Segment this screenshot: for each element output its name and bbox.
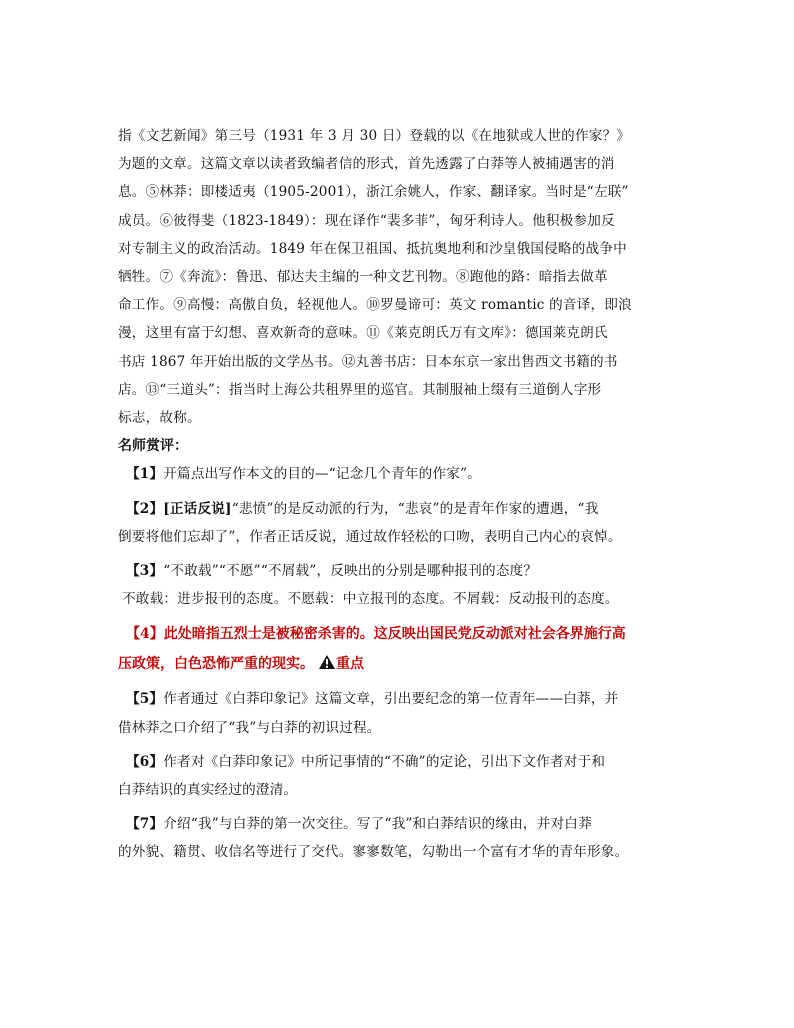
note-line: 书店 1867 年开始出版的文学丛书。⑫丸善书店：日本东京一家出售西文书籍的书: [118, 353, 618, 370]
item-tag: 【4】: [126, 626, 164, 643]
note-line: 命工作。⑨高慢：高傲自负，轻视他人。⑩罗曼谛可：英文 romantic 的音译，即浪: [118, 297, 632, 314]
note-line: 标志，故称。: [118, 410, 201, 427]
item-tag: 【5】: [126, 691, 164, 708]
document-page: [118, 122, 684, 867]
commentary-item-3: [118, 557, 684, 613]
commentary-item-1: [118, 460, 684, 488]
item-text: 压政策，白色恐怖严重的现实。: [118, 656, 314, 673]
item-tag: 【7】: [126, 816, 164, 833]
annotation-notes: [118, 122, 684, 432]
note-line: 牺牲。⑦《奔流》：鲁迅、郁达夫主编的一种文艺刊物。⑧跑他的路：暗指去做革: [118, 269, 608, 286]
item-tag: 【1】: [126, 466, 164, 483]
item-tag: 【3】: [126, 563, 164, 580]
item-text: 白莽结识的真实经过的澄清。: [118, 782, 298, 799]
commentary-item-7: [118, 810, 684, 866]
commentary-item-5: [118, 685, 684, 741]
note-line: 店。⑬“三道头”：指当时上海公共租界里的巡官。其制服袖上缀有三道倒人字形: [118, 381, 602, 398]
warning-triangle-icon: [318, 654, 336, 670]
section-heading: 名师赏评：: [118, 438, 188, 455]
item-text: 此处暗指五烈士是被秘密杀害的。这反映出国民党反动派对社会各界施行高: [163, 626, 626, 643]
note-line: 息。⑤林莽：即楼适夷（1905-2001），浙江余姚人，作家、翻译家。当时是“左联”: [118, 184, 629, 201]
item-text: 介绍“我”与白莽的第一次交往。写了“我”和白莽结识的缘由，并对白莽: [163, 816, 592, 833]
item-text: 作者通过《白莽印象记》这篇文章，引出要纪念的第一位青年——白莽，并: [163, 691, 619, 708]
item-text: 的外貌、籍贯、收信名等进行了交代。寥寥数笔，勾勒出一个富有才华的青年形象。: [118, 844, 629, 861]
commentary-item-2: [118, 495, 684, 551]
method-label: [正话反说]: [163, 500, 232, 517]
item-tag: 【2】: [126, 500, 164, 517]
item-text: 倒要将他们忘却了”，作者正话反说，通过故作轻松的口吻，表明自己内心的哀悼。: [118, 528, 622, 545]
note-line: 成员。⑥彼得斐（1823-1849）：现在译作“裴多菲”，匈牙利诗人。他积极参加反: [118, 212, 615, 229]
note-line: 漫，这里有富于幻想、喜欢新奇的意味。⑪《莱克朗氏万有文库》：德国莱克朗氏: [118, 325, 608, 342]
item-question: “不敢载”“不愿”“不屑载”，反映出的分别是哪种报刊的态度？: [163, 563, 538, 580]
note-line: 指《文艺新闻》第三号（1931 年 3 月 30 日）登载的以《在地狱或人世的作家？》: [118, 128, 631, 144]
item-tag: 【6】: [126, 753, 164, 770]
commentary-item-4: [118, 619, 684, 679]
item-text: 开篇点出写作本文的目的—“记念几个青年的作家”。: [163, 466, 482, 483]
item-text: 作者对《白莽印象记》中所记事情的“不确”的定论，引出下文作者对于和: [163, 753, 606, 770]
item-text: “悲愤”的是反动派的行为，“悲哀”的是青年作家的遭遇，“我: [231, 500, 599, 517]
commentary-item-6: [118, 748, 684, 804]
item-text: 借林莽之口介绍了“我”与白莽的初识过程。: [118, 719, 381, 736]
key-point-badge: 重点: [336, 656, 364, 673]
item-answer: 不敢载：进步报刊的态度。不愿载：中立报刊的态度。不屑载：反动报刊的态度。: [122, 591, 619, 608]
commentary-list: [118, 460, 684, 866]
note-line: 为题的文章。这篇文章以读者致编者信的形式，首先透露了白莽等人被捕遇害的消: [118, 156, 615, 173]
note-line: 对专制主义的政治活动。1849 年在保卫祖国、抵抗奥地利和沙皇俄国侵略的战争中: [118, 240, 627, 257]
